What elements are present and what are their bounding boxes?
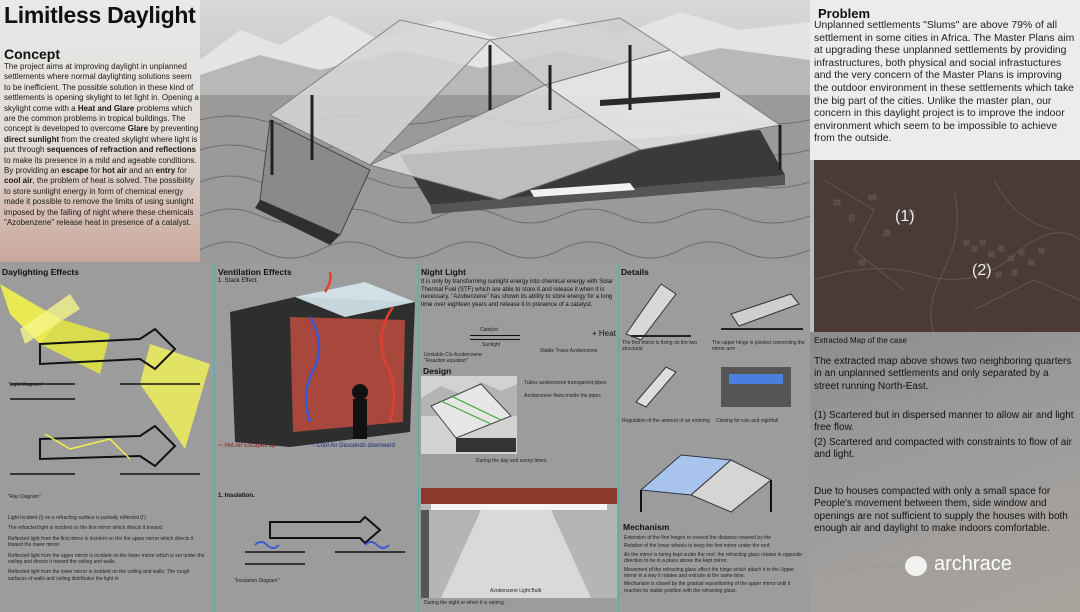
concept-text-run: Heat and Glare [77,103,135,113]
details-heading: Details [621,267,649,277]
problem-text: Unplanned settlements "Slums" are above 79% of all settlement in some cities in Africa. The Master Plans aim at upgrading these unplanned settlements by providing infrastructures, both physical and social infrastuctures and the very concern of the Master Plans is improving the outdoor environment in these settlements which take the big part of the cities. Unlike the master plan, our concern in this daylight project is to improve the indoor environment which seem to be impossible to achieve from the outside. [814,20,1075,145]
daylighting-notes [8,515,208,582]
catalyst-label: Catalyst [480,327,499,333]
concept-text-run: to make its presence in a mild and ageable conditions. By providing an [4,155,197,176]
insulation-diagram-caption: "Insulation Diagram" [234,578,280,584]
mechanism-step: As the mirror is being kept under the roof, the refracting glass rotates in opposite direction to be in a place above the kept mirror. [624,551,802,565]
details-caption-1: The first mirror is fixing on the two structural [622,340,698,353]
analysis-paragraph-4: Due to houses compacted with only a small space for People's movement between them, side window and openings are not sufficient to supply the houses with both enough air and daylight to make indoors comfortable. [814,486,1068,534]
concept-text-run: The project aims at improving daylight in unplanned settlements where normal daylighting solutions seem to be inefficient. The possible solution in these kind of settlements is opening skylight to let light in. Opening a skylight come with a [4,62,199,113]
map-label-2: (2) [972,262,992,279]
concept-text-run: sequences of refraction and reflections [46,145,197,155]
details-caption-3: Regulation of the amount of air entering [622,418,710,424]
concept-text-run: direct sunlight [4,134,60,144]
insulation-label: 1. Insulation. [218,493,255,499]
daylighting-note: Reflected light from the lower mirror is incident on the ceiling and walls. The rough surfaces of walls and ceiling distributes the light in [8,569,190,582]
mechanism-steps [624,535,808,594]
reaction-arrow-forward [470,335,520,336]
nightlight-panel [418,262,618,612]
nightlight-text: It is only by transforming sunlight energy into chemical energy with Solar Thermal Fuel (STF) which are able to store it and release it when it is necessary. "Azobenzene" has shown its ability to store energy for a long time over eighteen years and release it in presence of a catalyst. [421,279,614,308]
concept-text-run: hot air [102,166,127,176]
night-caption: During the night or when it is raining. [424,600,506,606]
analysis-paragraph-3: (2) Scartered and compacted with constraints to flow of air and light. [814,437,1072,461]
analysis-paragraph-1: The extracted map above shows two neighboring quarters in an unplanned settlements and only separated by a street running North-East. [814,356,1072,392]
problem-heading: Problem [818,6,871,21]
concept-text-run: Glare [127,124,149,134]
concept-text-run: problems which are the common problems in tropical buildings. The concept is developed to overcome [4,103,193,134]
stack-effect-label: 1. Stack Effect. [218,278,259,284]
mechanism-image [621,450,809,520]
nightlight-heading: Night Light [421,267,466,277]
concept-text [4,62,200,229]
mechanism-step: Rotation of the lower wheels to keep the first mirror under the roof. [624,543,771,550]
hot-air-text: Hot Air Escapes up [224,443,276,449]
details-caption-4: Closing for rain and nightfall [716,418,778,424]
daylighting-note: The refracted light is incident on the first mirror which directs it toward. [8,525,164,532]
design-night-image [421,488,617,598]
mechanism-step: Mechanism is closed by the gradual repositioning of the upper mirror until it reaches its stable position with the refracting glass. [624,581,791,594]
concept-text-run: and an [126,166,156,176]
details-regulation-image [621,362,809,412]
day-caption: During the day and sunny times. [476,458,548,464]
mechanism-step: Movement of the refracting glass affect the hinge which attach it to the Upper mirror in a way it rotates and extrude at the same time. [624,566,795,580]
daylighting-note: Reflected light from the upper mirror is incident on the lower mirror which is set under the ceiling and directs it toward the ceiling and walls. [8,552,205,566]
ray-diagram-caption: "Ray Diagram" [8,494,41,500]
concept-text-run: The possibility to store sunlight energy in form of chemical energy made it possible to remove the limits of using sunlight imposed by the falling of night where these chemicals "Azobenzene" release heat in presence of a catalyst. [4,176,195,228]
hot-air-label: ⤳ Hot Air Escapes up [218,443,276,449]
reaction-equation-caption: "Reaction equation" [424,358,468,364]
watermark: archrace [934,553,1012,575]
skylight-render [200,0,810,262]
daylighting-note: Reflected light from the first mirror is incident on the the upper mirror which directs it toward the lower mirror. [8,535,194,549]
details-caption-2: The upper hinge is pivoted connecting the mirror arm [712,340,805,353]
analysis-paragraph-2: (1) Scartered but in dispersed manner to allow air and light free flow. [814,410,1074,434]
skylight-render-image [200,0,810,262]
wechat-icon [905,556,927,576]
concept-heading: Concept [4,46,60,62]
concept-text-run: escape [61,166,89,176]
settlement-map-image [814,160,1080,332]
unstable-label: Unstable Cis-Azobenzene [424,352,482,358]
ventilation-heading: Ventilation Effects [218,267,292,277]
daylighting-heading: Daylighting Effects [2,267,79,277]
stable-label: Stable Trans-Azobenzene [540,348,598,354]
sunlight-label: Sunlight [482,342,501,348]
design-legend-1: Tubes azobenzene transparent pipes [524,380,607,386]
concept-text-run: for [175,166,187,176]
concept-text-run: from the created skylight where light is put through [4,134,198,155]
daylighting-note: Light incident (I) on a refracting surface is partially reflected (I') [8,515,146,521]
settlement-map [814,160,1080,332]
cool-air-label: ⤳ Cool Air Descends downward [310,443,395,449]
design-day-image [421,376,517,454]
stack-effect-image [215,272,419,472]
mechanism-heading: Mechanism [623,522,670,532]
concept-text-run: cool air [4,176,33,186]
heat-label: + Heat [592,329,616,338]
concept-text-run: by preventing [148,124,199,134]
light-diagram-caption: "Light Diagram" [8,382,43,388]
reaction-arrow-back [470,339,520,340]
design-legend-2: Azobenzene flows inside the pipes [524,393,601,399]
design-heading: Design [423,366,452,376]
page-title: Limitless Daylight [4,2,196,28]
cool-air-text: Cool Air Descends downward [316,443,395,449]
concept-text-run: entry [155,166,176,176]
map-label-1: (1) [895,208,915,225]
bulb-caption: Azobenzene Light Bulb [490,588,542,594]
details-hinge-image [621,274,809,344]
ventilation-panel [214,262,418,612]
mechanism-step: Extension of the first hinges to exceed the distance covered by the [624,535,772,541]
concept-text-run: , the problem of heat is solved. [32,176,142,186]
concept-text-run: for [88,166,103,176]
map-caption: Extracted Map of the case [814,336,907,345]
